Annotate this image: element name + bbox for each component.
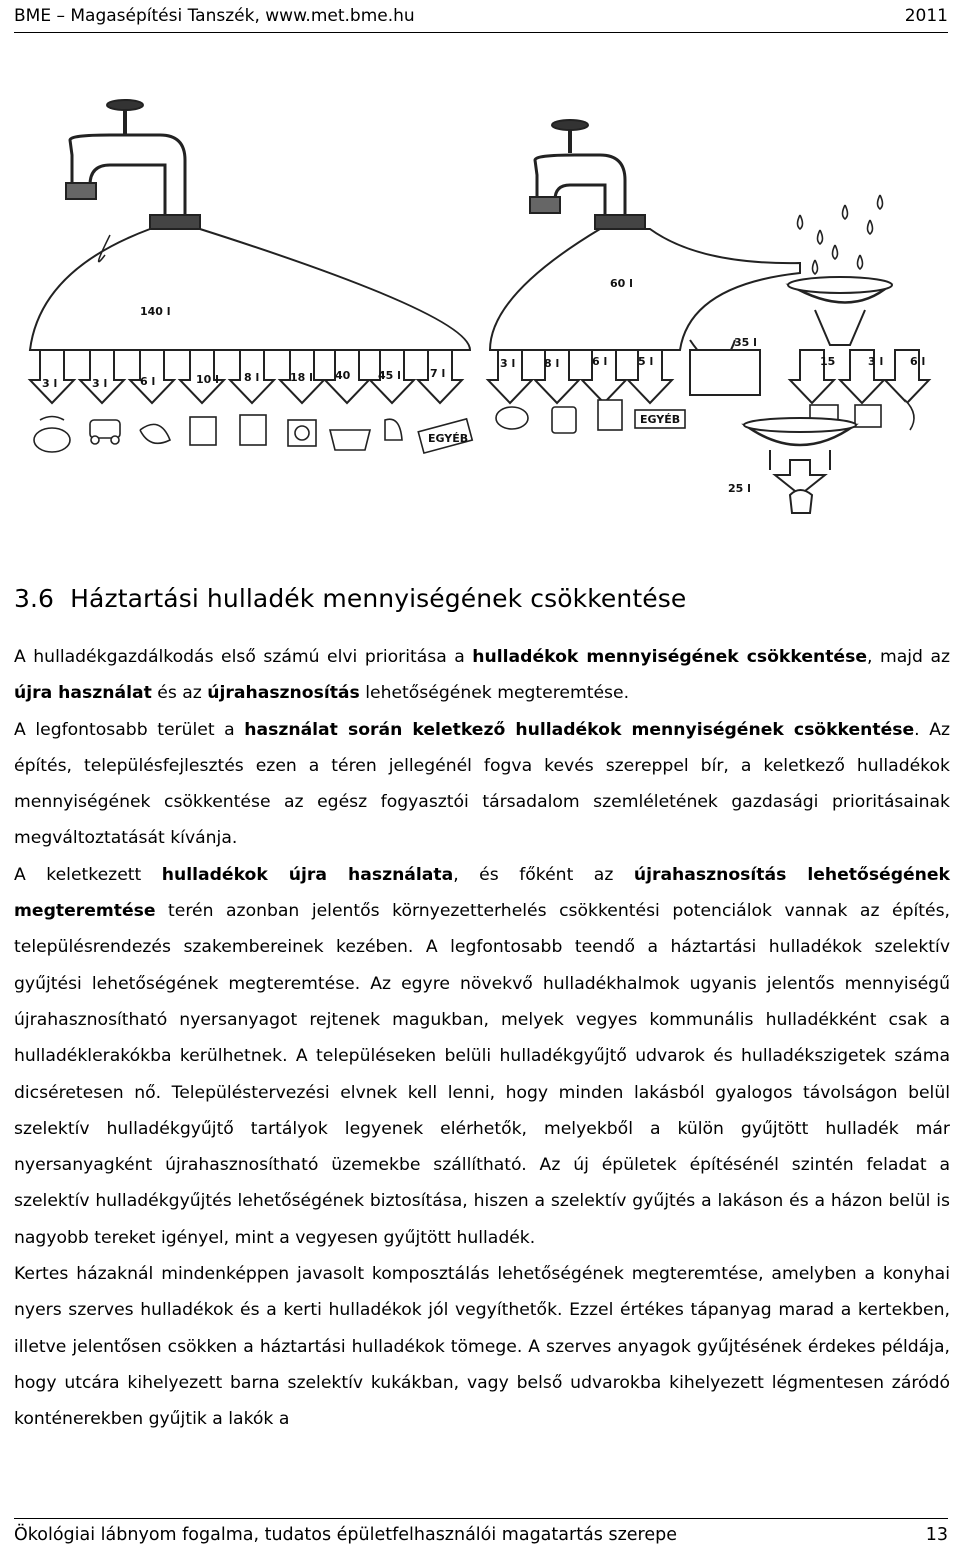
p1-text-c: , majd az [866,647,950,667]
svg-text:35 l: 35 l [734,336,757,349]
left-tap-icon [66,100,200,229]
svg-text:3 l: 3 l [42,377,58,390]
page-header [14,0,948,33]
svg-text:18 l: 18 l [290,371,313,384]
section-title-text: Háztartási hulladék mennyiségének csökkentése [70,584,687,613]
svg-text:6 l: 6 l [592,355,608,368]
p1-bold-reuse: újra használat [14,683,152,704]
svg-text:EGYÉB: EGYÉB [428,432,469,445]
svg-text:8 l: 8 l [244,371,260,384]
paragraph-1 [14,639,950,712]
page-number: 13 [925,1525,948,1545]
paragraph-4: Kertes házaknál mindenképpen javasolt komposztálás lehetőségének megteremtése, amelyben a konyhai nyers szerves hulladékok és a kerti hulladékok jól vegyíthetők. Ezzel értékes tápanyag marad a kertekben, illetve jelentősen csökken a háztartási hulladékok tömege. A szerves anyagok gyűjtésének érdekes példája, hogy utcára kihelyezett barna szelektív kukákban, vagy belső udvarokba kihelyezett légmentesen záródó konténerekben gyűjtik a lakók a [14,1264,950,1430]
p3-bold-reuse: hulladékok újra használata [161,864,454,885]
body-text [14,639,950,1438]
p1-text-g: lehetőségének megteremtése. [359,683,630,704]
svg-text:25 l: 25 l [728,482,751,495]
p3-bold-recycling: újrahasznosítás lehetőségének megteremtése [14,864,950,922]
svg-text:6 l: 6 l [910,355,926,368]
footer-title: Ökológiai lábnyom fogalma, tudatos épületfelhasználói magatartás szerepe [14,1525,677,1545]
page-footer [14,1518,948,1551]
left-appliances [34,415,472,453]
svg-text:40: 40 [335,369,351,382]
p1-text-e: és az [151,683,208,704]
svg-text:60 l: 60 l [610,277,633,290]
p3-text-a: A keletkezett [14,864,162,885]
header-year: 2011 [904,6,948,26]
svg-text:3 l: 3 l [500,357,516,370]
p1-bold-recycling: újrahasznosítás [207,683,360,704]
svg-text:140 l: 140 l [140,305,171,318]
p3-text-e: terén azonban jelentős környezetterhelés csökkentési potenciálok vannak az építés, településrendezés szakembereinek kezében. A legfontosabb teendő a háztartási hulladékok szelektív gyűjtési lehetőségének megteremtése. Az egyre növekvő hulladékhalmok ugyanis jelentős mennyiségű újrahasznosítható nyersanyagot rejtenek magukban, melyek vegyes kommunális hulladékként csak a hulladéklerakókba kerülhetnek. A településeken belüli hulladékgyűjtő udvarok és hulladékszigetek száma dicséretesen nő. Településtervezési elvnek kell lenni, hogy minden lakásból gyalogos távolságon belül szelektív hulladékgyűjtő tartályok legyenek elérhetők, melyekből a külön gyűjtött hulladék már nyersanyagként újrahasznosítható üzemekbe szállítható. Az új épületek építésénél szintén feladat a szelektív hulladékgyűjtés lehetőségének biztosítása, hiszen a szelektív gyűjtés a lakáson és a házon belül is nagyobb tereket igényel, mint a vegyesen gyűjtött hulladék. [14,901,950,1248]
svg-text:3 l: 3 l [868,355,884,368]
right-tap-icon [530,120,645,229]
svg-text:45 l: 45 l [378,369,401,382]
header-title: BME – Magasépítési Tanszék, www.met.bme.hu [14,6,415,26]
svg-text:6 l: 6 l [140,375,156,388]
svg-text:10 l: 10 l [196,373,219,386]
svg-text:EGYÉB: EGYÉB [640,413,681,426]
section-title [14,584,686,613]
p2-text-c: . Az építés, településfejlesztés ezen a téren jellegénél fogva kevés szereppel bír, a keletkező hulladékok mennyiségének csökkentése az egész fogyasztói társadalom szemléletének gazdasági prioritásainak megváltoztatását kívánja. [14,719,950,849]
svg-text:15: 15 [820,355,836,368]
p1-text-a: A hulladékgazdálkodás első számú elvi prioritása a [14,647,473,667]
paragraph-2 [14,712,950,857]
water-usage-illustration [0,95,960,515]
svg-text:5 l: 5 l [638,355,654,368]
svg-text:7 l: 7 l [430,367,446,380]
svg-text:8 l: 8 l [544,357,560,370]
svg-text:3 l: 3 l [92,377,108,390]
p2-bold: használat során keletkező hulladékok mennyiségének csökkentése [244,719,915,740]
p3-text-c: , és főként az [453,864,634,885]
p2-text-a: A legfontosabb terület a [14,719,245,740]
p1-bold-reduction: hulladékok mennyiségének csökkentése [472,647,867,667]
section-number: 3.6 [14,584,55,613]
water-drops [798,195,883,274]
paragraph-3 [14,857,950,1256]
